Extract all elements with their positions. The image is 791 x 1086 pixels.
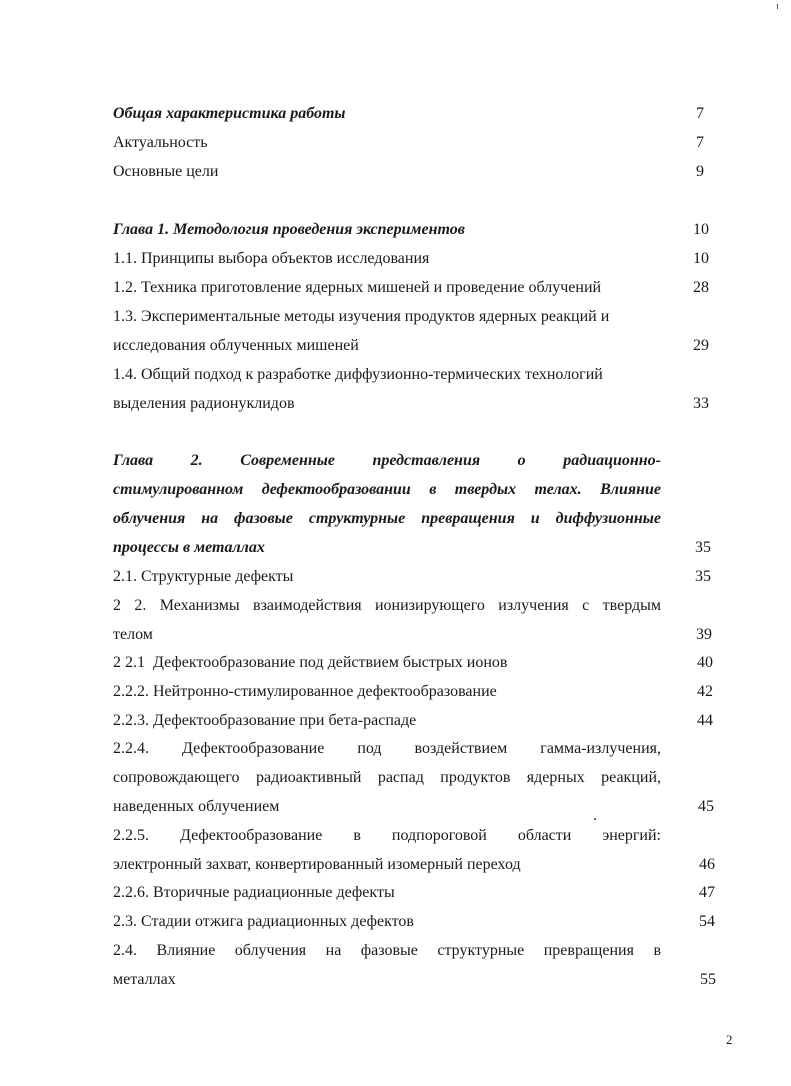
toc-page-number: 47: [699, 884, 715, 901]
toc-entry-line: Глава 2. Современные представления о радиационно-: [113, 452, 661, 469]
toc-entry-2-2-5: [113, 821, 661, 879]
toc-entry-text: 1.2. Техника приготовление ядерных мишеней и проведение облучений: [113, 279, 602, 296]
toc-entry-text: 2.2.2. Нейтронно-стимулированное дефектообразование: [113, 683, 497, 700]
toc-page-number: 40: [697, 654, 713, 671]
toc-page-number: 28: [693, 279, 709, 296]
toc-entry-2-2-3: [113, 706, 661, 735]
toc-entry-line: телом: [113, 626, 153, 643]
toc-entry-1-1: [113, 244, 661, 273]
toc-entry-text: Основные цели: [113, 163, 219, 180]
toc-page-number: 39: [696, 626, 712, 643]
toc-entry-2-2: [113, 591, 661, 649]
toc-page-number: 35: [695, 539, 711, 556]
toc-entry-line: 2 2. Механизмы взаимодействия ионизирующего излучения с твердым: [113, 597, 661, 614]
toc-entry-2-2-2: [113, 677, 661, 706]
toc-page-number: 10: [693, 250, 709, 267]
toc-entry-line: 2.2.5. Дефектообразование в подпороговой области энергий:: [113, 827, 661, 844]
toc-page-number: 46: [699, 856, 715, 873]
toc-entry-relevance: [113, 128, 661, 157]
toc-entry-line: выделения радионуклидов: [113, 395, 295, 412]
toc-entry-1-4: [113, 360, 661, 418]
toc-entry-text: Актуальность: [113, 134, 208, 151]
toc-page-number: 54: [699, 913, 715, 930]
toc-entry-line: исследования облученных мишеней: [113, 337, 359, 354]
toc-chapter-2: [113, 446, 661, 562]
toc-entry-general: [113, 99, 661, 128]
toc-page-number: 42: [697, 683, 713, 700]
toc-entry-line: стимулированном дефектообразовании в твердых телах. Влияние: [113, 481, 661, 498]
toc-entry-2-1: [113, 562, 661, 591]
toc-entry-text: Общая характеристика работы: [113, 105, 346, 122]
toc-page-number: 35: [695, 568, 711, 585]
scan-mark: [777, 4, 778, 9]
toc-page-number: 55: [700, 971, 716, 988]
toc-entry-2-4: [113, 936, 661, 994]
toc-entry-goals: [113, 157, 661, 186]
toc-page-number: 10: [693, 221, 709, 238]
toc-entry-line: 1.4. Общий подход к разработке диффузионно-термических технологий: [113, 366, 603, 383]
toc-entry-2-2-4: [113, 734, 661, 821]
toc-entry-2-2-6: [113, 878, 661, 907]
page-number: 2: [726, 1032, 733, 1047]
toc-entry-line: процессы в металлах: [113, 539, 265, 556]
toc-chapter-1: [113, 215, 661, 244]
toc-entry-text: 2.1. Структурные дефекты: [113, 568, 294, 585]
toc-entry-text: 2.2.6. Вторичные радиационные дефекты: [113, 884, 395, 901]
toc-page-number: 44: [697, 712, 713, 729]
toc-entry-line: 2.4. Влияние облучения на фазовые структурные превращения в: [113, 942, 661, 959]
toc-entry-line: наведенных облучением: [113, 798, 280, 815]
toc-page-number: 7: [696, 105, 704, 122]
scan-speck: [594, 818, 596, 820]
toc-entry-line: 2.2.4. Дефектообразование под воздействием гамма-излучения,: [113, 740, 661, 757]
toc-page-number: 7: [696, 134, 704, 151]
toc-entry-text: 2.3. Стадии отжига радиационных дефектов: [113, 913, 414, 930]
toc-entry-2-2-1: [113, 648, 661, 677]
toc-page-number: 33: [693, 395, 709, 412]
toc-entry-text: Глава 1. Методология проведения экспериментов: [113, 221, 465, 238]
toc-entry-1-2: [113, 273, 661, 302]
toc-page-number: 9: [696, 163, 704, 180]
toc-entry-line: металлах: [113, 971, 176, 988]
toc-entry-line: сопровождающего радиоактивный распад продуктов ядерных реакций,: [113, 769, 661, 786]
toc-page-number: 45: [698, 798, 714, 815]
toc-entry-text: 2 2.1 Дефектообразование под действием быстрых ионов: [113, 654, 508, 671]
toc-entry-line: облучения на фазовые структурные превращения и диффузионные: [113, 510, 661, 527]
toc-entry-2-3: [113, 907, 661, 936]
toc-entry-text: 2.2.3. Дефектообразование при бета-распаде: [113, 712, 417, 729]
toc-entry-text: 1.1. Принципы выбора объектов исследования: [113, 250, 430, 267]
toc-entry-1-3: [113, 302, 661, 360]
toc-entry-line: 1.3. Экспериментальные методы изучения продуктов ядерных реакций и: [113, 308, 610, 325]
toc-page-number: 29: [693, 337, 709, 354]
toc-entry-line: электронный захват, конвертированный изомерный переход: [113, 856, 521, 873]
